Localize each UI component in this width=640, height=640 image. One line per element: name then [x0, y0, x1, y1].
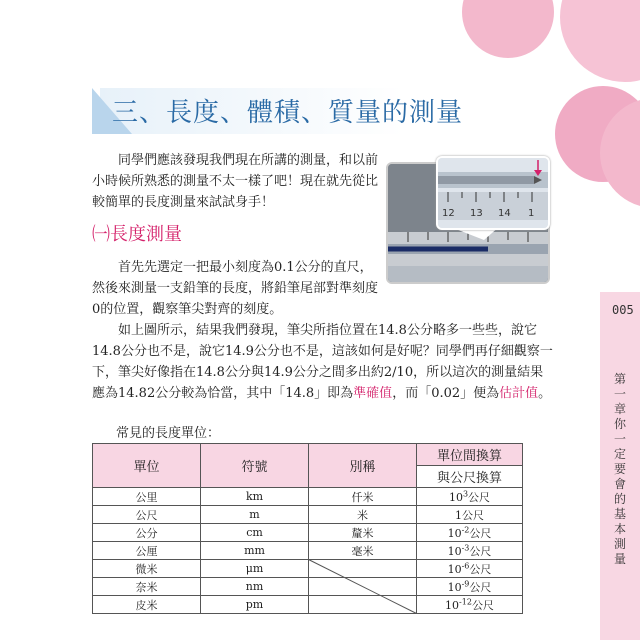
- section-title: 三、長度、體積、質量的測量: [112, 98, 464, 128]
- intro-paragraph: [92, 150, 382, 213]
- cell-conversion: [417, 506, 523, 524]
- table-row: [93, 524, 523, 542]
- decor-circle: [462, 0, 554, 58]
- cell-symbol: pm: [201, 596, 309, 614]
- page-number: 005: [612, 303, 634, 317]
- cell-alias: 釐米: [309, 524, 417, 542]
- conversion-exponent: 3: [462, 488, 469, 498]
- conversion-exponent: -12: [459, 596, 472, 606]
- cell-unit: 公尺: [93, 506, 201, 524]
- subheading: ㈠長度測量: [92, 224, 182, 245]
- conversion-unit: 公尺: [468, 490, 491, 504]
- conversion-base: 10: [447, 526, 462, 540]
- conversion-exponent: -2: [461, 524, 470, 534]
- result-text-a: 如上圖所示，結果我們發現，筆尖所指位置在14.8公分略多一些些，說它14.8公分也不是，說它14.9公分也不是，這該如何是好呢？同學們再仔細觀察一下，筆尖好像指在14.8公分與14.9公分之間多出約2/10，所以這次的測量結果應為14.82公分較為恰當，其中「14.8」即為: [92, 323, 553, 401]
- cell-unit: 公分: [93, 524, 201, 542]
- cell-symbol: mm: [201, 542, 309, 560]
- cell-alias: [309, 560, 417, 578]
- ruler-closeup-inset: [436, 156, 550, 230]
- header-conversion-bottom: 與公尺換算: [417, 466, 523, 488]
- table-row: [93, 506, 523, 524]
- conversion-exponent: -9: [461, 578, 470, 588]
- cell-alias: 毫米: [309, 542, 417, 560]
- ruler-text: 首先先選定一把最小刻度為0.1公分的直尺，然後來測量一支鉛筆的長度，將鉛筆尾部對準刻度0的位置，觀察筆尖對齊的刻度。: [92, 260, 379, 317]
- cell-alias: [309, 596, 417, 614]
- cell-unit: 公厘: [93, 542, 201, 560]
- table-row: [93, 488, 523, 506]
- conversion-base: 10: [445, 598, 460, 612]
- cell-symbol: km: [201, 488, 309, 506]
- cell-unit: 公里: [93, 488, 201, 506]
- conversion-exponent: -6: [461, 560, 470, 570]
- cell-symbol: nm: [201, 578, 309, 596]
- cell-conversion: [417, 524, 523, 542]
- conversion-unit: 公尺: [469, 526, 492, 540]
- estimated-value-term: 估計值: [499, 386, 539, 401]
- length-units-table: [92, 443, 523, 614]
- conversion-unit: 公尺: [469, 580, 492, 594]
- accurate-value-term: 準確值: [353, 386, 393, 401]
- result-text-c: 。: [538, 386, 552, 401]
- cell-symbol: μm: [201, 560, 309, 578]
- ruler-label: 13: [470, 208, 483, 219]
- table-row: [93, 560, 523, 578]
- cell-symbol: m: [201, 506, 309, 524]
- cell-conversion: [417, 488, 523, 506]
- result-paragraph: [92, 320, 554, 404]
- cell-conversion: [417, 542, 523, 560]
- result-text-b: ，而「0.02」便為: [392, 386, 500, 401]
- cell-conversion: [417, 596, 523, 614]
- cell-unit: 皮米: [93, 596, 201, 614]
- cell-conversion: [417, 560, 523, 578]
- cell-unit: 奈米: [93, 578, 201, 596]
- table-row: [93, 542, 523, 560]
- conversion-base: 10: [447, 580, 462, 594]
- conversion-unit: 公尺: [471, 598, 494, 612]
- table-row: [93, 578, 523, 596]
- header-alias: 別稱: [309, 444, 417, 488]
- decor-circle: [560, 0, 640, 82]
- conversion-base: 10: [447, 544, 462, 558]
- header-unit: 單位: [93, 444, 201, 488]
- cell-alias: [309, 578, 417, 596]
- intro-text: 同學們應該發現我們現在所講的測量，和以前小時候所熟悉的測量不太一樣了吧！現在就先從比較簡單的長度測量來試試身手！: [92, 153, 379, 210]
- conversion-base: 10: [448, 490, 463, 504]
- chapter-title: 第一章 你一定要會的基本測量: [613, 372, 626, 566]
- conversion-unit: 公尺: [469, 544, 492, 558]
- cell-unit: 微米: [93, 560, 201, 578]
- header-symbol: 符號: [201, 444, 309, 488]
- conversion-base: 10: [447, 562, 462, 576]
- conversion-exponent: -3: [461, 542, 470, 552]
- header-conversion-top: 單位間換算: [417, 444, 523, 466]
- ruler-label: 14: [498, 208, 511, 219]
- ruler-paragraph: [92, 257, 382, 320]
- ruler-label: 12: [442, 208, 455, 219]
- cell-conversion: [417, 578, 523, 596]
- cell-symbol: cm: [201, 524, 309, 542]
- cell-alias: 米: [309, 506, 417, 524]
- ruler-label: 1: [528, 208, 535, 219]
- table-row: [93, 596, 523, 614]
- cell-alias: 仟米: [309, 488, 417, 506]
- conversion-base: 1: [455, 508, 462, 522]
- conversion-unit: 公尺: [462, 508, 484, 522]
- table-caption: 常見的長度單位：: [116, 426, 221, 441]
- conversion-unit: 公尺: [469, 562, 492, 576]
